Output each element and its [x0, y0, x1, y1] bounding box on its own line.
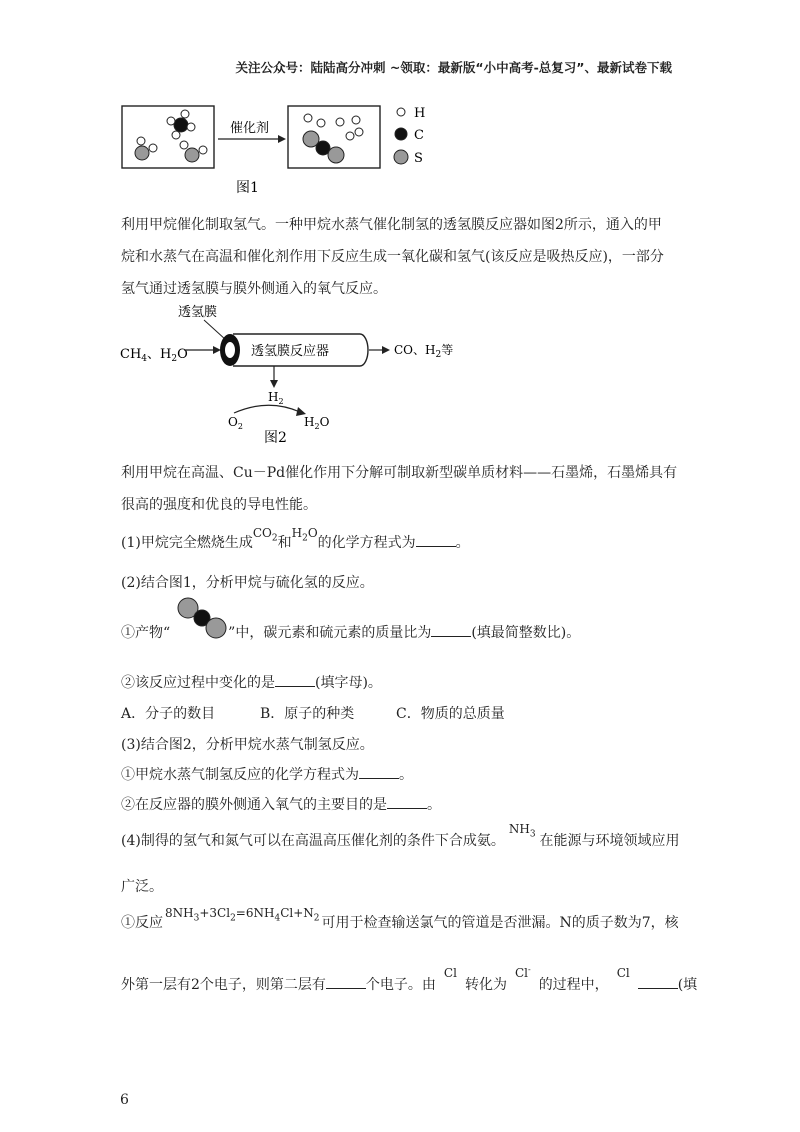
- svg-text:H: H: [414, 106, 426, 121]
- question-4: (4)制得的氢气和氮气可以在高温高压催化剂的条件下合成氨。$NH_3$ 在能源与环境领域应用: [121, 822, 680, 849]
- reactor-label: 透氢膜反应器: [251, 344, 330, 359]
- paragraph-2-line-1: 利用甲烷在高温、Cu－Pd催化作用下分解可制取新型碳单质材料——石墨烯，石墨烯具有: [121, 465, 678, 481]
- question-4-continued: 广泛。: [121, 879, 163, 895]
- catalyst-label: 催化剂: [230, 121, 270, 136]
- figure-1-caption: 图1: [236, 180, 259, 196]
- question-3-2: ②在反应器的膜外侧通入氧气的主要目的是 。: [121, 797, 441, 813]
- question-2: (2)结合图1，分析甲烷与硫化氢的反应。: [121, 575, 374, 591]
- question-3: (3)结合图2，分析甲烷水蒸气制氢反应。: [121, 737, 374, 753]
- svg-text:C: C: [414, 128, 424, 143]
- o2-label: $O_2$: [228, 415, 243, 431]
- answer-blank[interactable]: [416, 546, 456, 547]
- membrane-label: 透氢膜: [178, 305, 218, 320]
- figure-1: [118, 98, 438, 198]
- paragraph-1-line-3: 氢气通过透氢膜与膜外侧通入的氧气反应。: [121, 281, 387, 297]
- legend: [394, 106, 425, 166]
- question-2-2: ②该反应过程中变化的是 (填字母)。: [121, 675, 382, 691]
- product-molecule-icon: [172, 596, 236, 640]
- product-molecules: [303, 114, 363, 163]
- question-3-1: ①甲烷水蒸气制氢反应的化学方程式为 。: [121, 767, 413, 783]
- answer-blank[interactable]: [326, 988, 366, 989]
- inlet-label: $CH_4$、$H_2O$: [120, 347, 188, 364]
- paragraph-1-line-1: 利用甲烷催化制取氢气。一种甲烷水蒸气催化制氢的透氢膜反应器如图2所示，通入的甲: [121, 217, 662, 233]
- question-4-1-continued: 外第一层有2个电子，则第二层有 个电子。由Cl转化为Cl-的过程中，Cl(填: [121, 965, 698, 993]
- page-header: 关注公众号：陆陆高分冲刺 ~领取：最新版“小中高考-总复习”、最新试卷下载: [235, 60, 672, 75]
- option-b: B．原子的种类: [260, 706, 355, 722]
- h2-label: $H_2$: [268, 390, 284, 406]
- figure-2-caption: 图2: [264, 430, 287, 446]
- answer-blank[interactable]: [387, 808, 427, 809]
- outlet-label: CO、$H_2$等: [394, 343, 454, 360]
- question-2-1: ①产物“ ”中，碳元素和硫元素的质量比为 (填最简整数比)。: [121, 625, 581, 641]
- paragraph-1-line-2: 烷和水蒸气在高温和催化剂作用下反应生成一氧化碳和氢气(该反应是吸热反应)，一部分: [121, 249, 664, 265]
- reactant-molecules: [135, 110, 207, 162]
- h2o-label: $H_2O$: [304, 415, 330, 431]
- question-1: (1)甲烷完全燃烧生成$CO_2$和$H_2O$的化学方程式为 。: [121, 526, 470, 551]
- option-a: A．分子的数目: [121, 706, 216, 722]
- answer-blank[interactable]: [431, 636, 471, 637]
- figure-2: [118, 300, 478, 450]
- svg-text:S: S: [414, 151, 423, 166]
- paragraph-2-line-2: 很高的强度和优良的导电性能。: [121, 497, 317, 513]
- answer-blank[interactable]: [638, 988, 678, 989]
- option-c: C．物质的总质量: [396, 706, 505, 722]
- answer-blank[interactable]: [359, 778, 399, 779]
- page-number: 6: [120, 1092, 129, 1108]
- question-4-1: ①反应$8NH_3+3Cl_2=6NH_4Cl+N_2$ 可用于检查输送氯气的管道是否泄漏。N的质子数为7，核: [121, 906, 679, 931]
- answer-blank[interactable]: [275, 686, 315, 687]
